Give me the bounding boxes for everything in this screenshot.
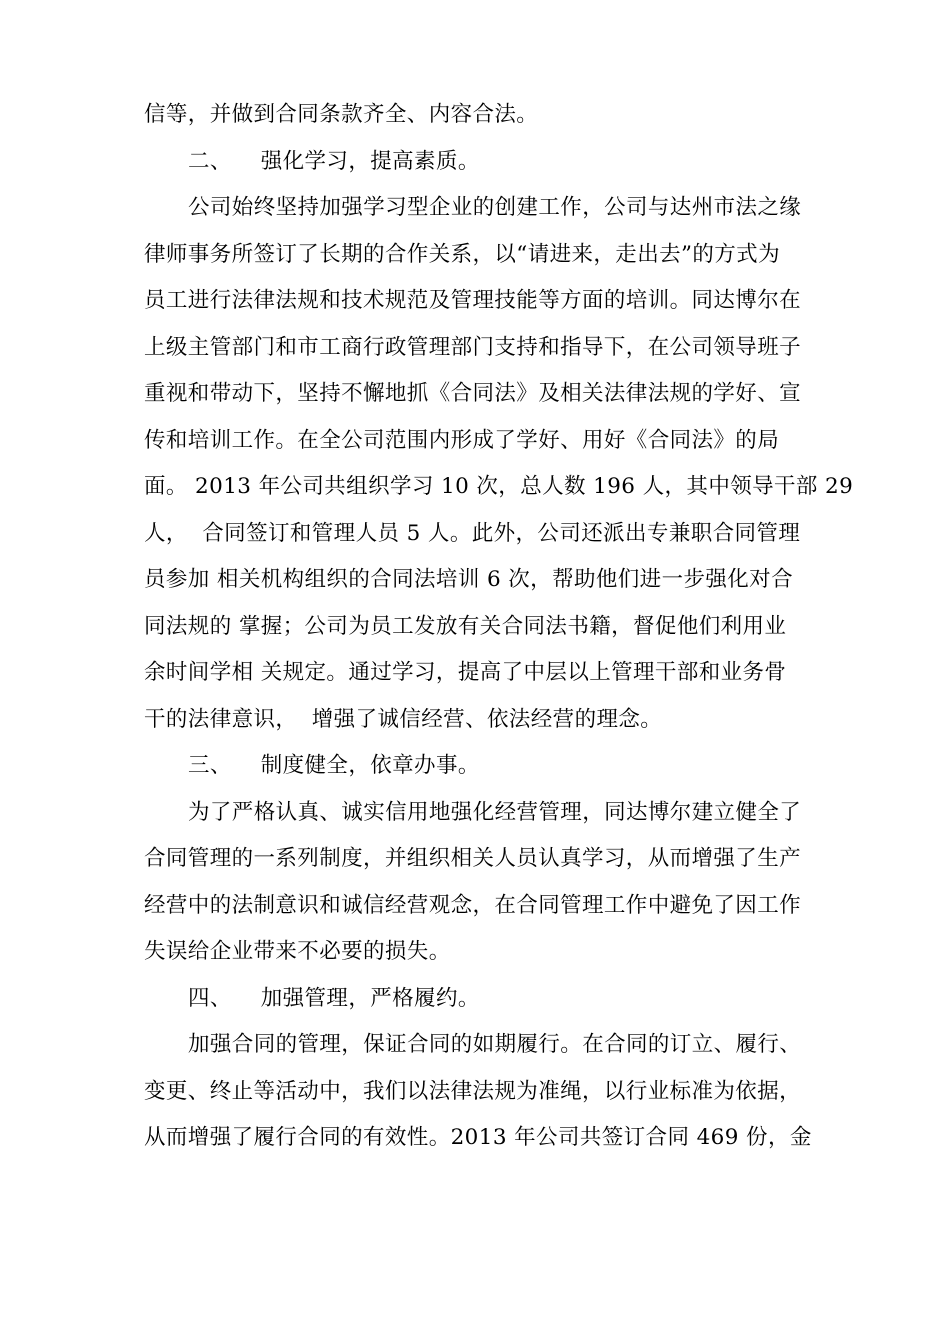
text-line: 干的法律意识， 增强了诚信经营、依法经营的理念。	[144, 706, 663, 732]
text-line: 加强合同的管理，保证合同的如期履行。在合同的订立、履行、	[188, 1032, 802, 1057]
text-line: 信等，并做到合同条款齐全、内容合法。	[144, 102, 539, 127]
text-line: 面。 2013 年公司共组织学习 10 次，总人数 196 人，其中领导干部 29	[144, 474, 854, 499]
text-line: 从而增强了履行合同的有效性。2013 年公司共签订合同 469 份，金	[144, 1125, 812, 1150]
document-body	[144, 92, 854, 1162]
text-line: 合同管理的一系列制度，并组织相关人员认真学习，从而增强了生产	[144, 846, 802, 871]
text-line: 员工进行法律法规和技术规范及管理技能等方面的培训。同达博尔在	[144, 288, 802, 313]
text-line: 公司始终坚持加强学习型企业的创建工作，公司与达州市法之缘	[188, 195, 802, 220]
section-heading: 三、 制度健全，依章办事。	[188, 753, 480, 778]
text-line: 为了严格认真、诚实信用地强化经营管理，同达博尔建立健全了	[188, 799, 802, 825]
text-line: 传和培训工作。在全公司范围内形成了学好、用好《合同法》的局	[144, 427, 780, 453]
text-line: 经营中的法制意识和诚信经营观念，在合同管理工作中避免了因工作	[144, 892, 802, 918]
text-line: 失误给企业带来不必要的损失。	[144, 939, 451, 964]
text-line: 同法规的 掌握；公司为员工发放有关合同法书籍，督促他们利用业	[144, 613, 787, 639]
text-line: 员参加 相关机构组织的合同法培训 6 次，帮助他们进一步强化对合	[144, 567, 793, 592]
section-heading: 四、 加强管理，严格履约。	[188, 985, 480, 1011]
text-line: 律师事务所签订了长期的合作关系，以“请进来，走出去”的方式为	[144, 241, 780, 267]
text-line: 重视和带动下，坚持不懈地抓《合同法》及相关法律法规的学好、宣	[144, 381, 802, 406]
text-line: 上级主管部门和市工商行政管理部门支持和指导下，在公司领导班子	[144, 334, 802, 360]
text-line: 人， 合同签订和管理人员 5 人。此外，公司还派出专兼职合同管理	[144, 520, 801, 546]
text-line: 变更、终止等活动中，我们以法律法规为准绳，以行业标准为依据，	[144, 1078, 802, 1104]
text-line: 余时间学相 关规定。通过学习，提高了中层以上管理干部和业务骨	[144, 660, 787, 685]
section-heading: 二、 强化学习，提高素质。	[188, 148, 480, 174]
